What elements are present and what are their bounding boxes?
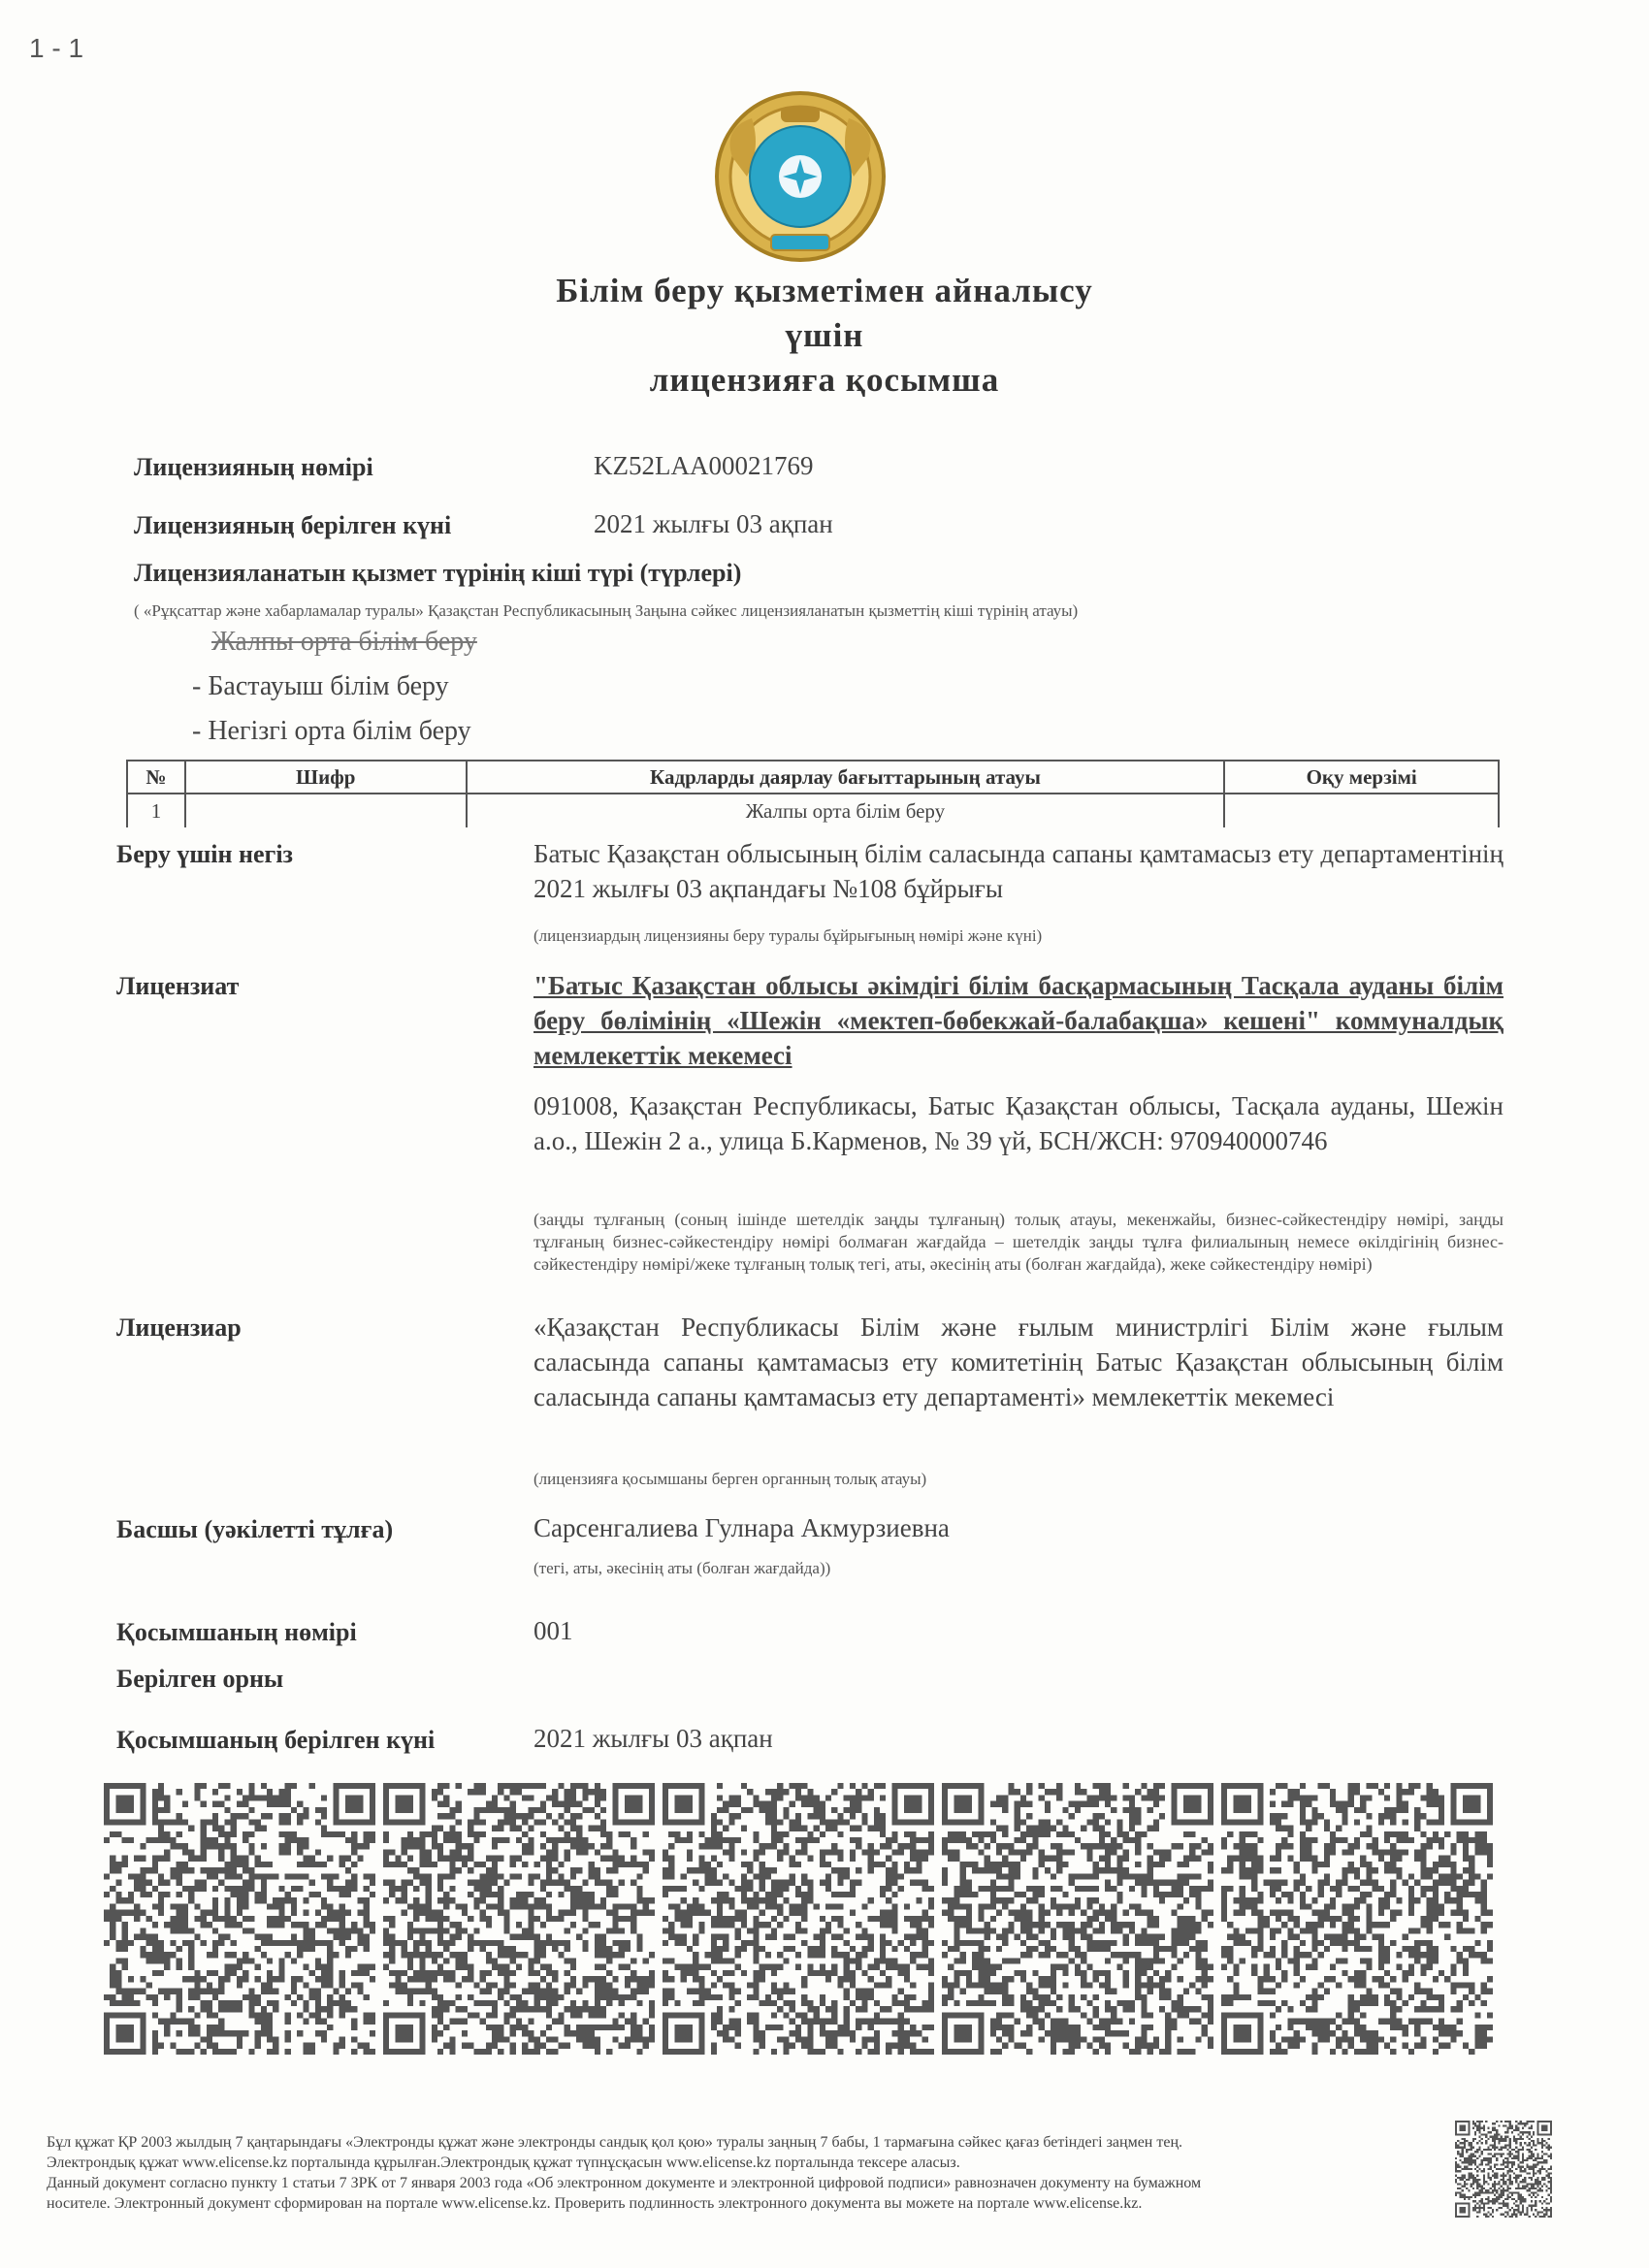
license-date-label: Лицензияның берілген күні bbox=[134, 511, 452, 539]
license-number-value: KZ52LAA00021769 bbox=[594, 451, 814, 480]
footer-line: носителе. Электронный документ сформирован на портале www.elicense.kz. Проверить подлинность электронного документа вы можете на портале www.elicense.kz. bbox=[47, 2195, 1143, 2212]
license-date-value: 2021 жылғы 03 ақпан bbox=[594, 509, 833, 538]
head-label: Басшы (уәкілетті тұлға) bbox=[116, 1515, 394, 1543]
basis-value: Батыс Қазақстан облысының білім саласында сапаны қамтамасыз ету департаментінің 2021 жылғы 03 ақпандағы №108 бұйрығы bbox=[534, 839, 1504, 903]
footer-text bbox=[47, 2132, 1434, 2214]
appendix-date-label: Қосымшаның берілген күні bbox=[116, 1726, 436, 1754]
license-subtype-label: Лицензияланатын қызмет түрінің кіші түрі (түрлері) bbox=[134, 559, 742, 587]
qr-code bbox=[663, 1783, 934, 2055]
table-header: Шифр bbox=[185, 761, 467, 794]
table-row bbox=[127, 794, 1499, 827]
subtype-item: - Негізгі орта білім беру bbox=[192, 716, 471, 746]
license-number-label: Лицензияның нөмірі bbox=[134, 453, 373, 481]
licensee-note: (заңды тұлғаның (соның ішінде шетелдік заңды тұлғаның) толық атауы, мекенжайы, бизнес-сәйкестендіру нөмірі, заңды тұлғаның бизнес-сәйкестендіру нөмірі болмаған жағдайда – шетелдік заңды тұлға филиалының немесе өкілдігінің бизнес-сәйкестендіру нөмірі/жеке тұлғаның толық тегі, аты, әкесінің аты (болған жағдайда), жеке сәйкестендіру нөмірі) bbox=[534, 1210, 1504, 1274]
qr-code bbox=[383, 1783, 655, 2055]
license-subtype-note: ( «Рұқсаттар және хабарламалар туралы» Қазақстан Республикасының Заңына сәйкес лицензияланатын қызметтің кіші түрінің атауы) bbox=[134, 601, 1079, 620]
appendix-date-value: 2021 жылғы 03 ақпан bbox=[534, 1724, 773, 1753]
page-number: 1 - 1 bbox=[29, 33, 84, 63]
table-cell: 1 bbox=[127, 794, 185, 827]
courses-table bbox=[126, 760, 1500, 827]
basis-label: Беру үшін негіз bbox=[116, 840, 293, 868]
table-header: № bbox=[127, 761, 185, 794]
head-note: (тегі, аты, әкесінің аты (болған жағдайда)) bbox=[534, 1559, 831, 1577]
title-line-2: үшін bbox=[785, 316, 864, 354]
table-cell bbox=[1224, 794, 1499, 827]
state-emblem bbox=[713, 89, 888, 264]
basis-note: (лицензиардың лицензияны беру туралы бұйрығының нөмірі және күні) bbox=[534, 926, 1043, 945]
qr-code bbox=[942, 1783, 1213, 2055]
appendix-number-value: 001 bbox=[534, 1616, 573, 1645]
subtype-item: Жалпы орта білім беру bbox=[211, 627, 477, 657]
table-cell bbox=[185, 794, 467, 827]
footer-qr-code bbox=[1455, 2121, 1552, 2218]
footer-line: Данный документ согласно пункту 1 статьи 7 ЗРК от 7 января 2003 года «Об электронном документе и электронной цифровой подписи» равнозначен документу на бумажном bbox=[47, 2175, 1202, 2191]
licensor-note: (лицензияға қосымшаны берген органның толық атауы) bbox=[534, 1470, 927, 1488]
table-header: Оқу мерзімі bbox=[1224, 761, 1499, 794]
subtype-item: - Бастауыш білім беру bbox=[192, 671, 449, 701]
footer-line: Бұл құжат ҚР 2003 жылдың 7 қаңтарындағы «Электронды құжат және электронды сандық қол қою» туралы заңның 7 бабы, 1 тармағына сәйкес қағаз бетіндегі заңмен тең. bbox=[47, 2134, 1183, 2151]
licensor-label: Лицензиар bbox=[116, 1313, 242, 1342]
licensee-label: Лицензиат bbox=[116, 972, 240, 1000]
title-line-3: лицензияға қосымша bbox=[649, 361, 1000, 399]
appendix-number-label: Қосымшаның нөмірі bbox=[116, 1618, 357, 1646]
table-cell: Жалпы орта білім беру bbox=[467, 794, 1225, 827]
table-header: Кадрларды даярлау бағыттарының атауы bbox=[467, 761, 1225, 794]
licensor-value: «Қазақстан Республикасы Білім және ғылым министрлігі Білім және ғылым саласында сапаны қамтамасыз ету комитетінің Батыс Қазақстан облысының білім саласында сапаны қамтамасыз ету департаменті» мемлекеттік мекемесі bbox=[534, 1312, 1504, 1411]
footer-line: Электрондық құжат www.elicense.kz порталында құрылған.Электрондық құжат түпнұсқасын www.elicense.kz порталында тексере аласыз. bbox=[47, 2155, 960, 2171]
qr-code bbox=[1221, 1783, 1493, 2055]
head-value: Сарсенгалиева Гулнара Акмурзиевна bbox=[534, 1513, 950, 1542]
qr-code bbox=[104, 1783, 375, 2055]
licensee-name: "Батыс Қазақстан облысы әкімдігі білім басқармасының Тасқала ауданы білім беру бөлімінің «Шежін «мектеп-бөбекжай-балабақша» кешені" коммуналдық мемлекеттік мекемесі bbox=[534, 971, 1504, 1070]
title-line-1: Білім беру қызметімен айналысу bbox=[556, 272, 1093, 309]
licensee-address: 091008, Қазақстан Республикасы, Батыс Қазақстан облысы, Тасқала ауданы, Шежін а.о., Шежін 2 а., улица Б.Карменов, № 39 үй, БСН/ЖСН: 970940000746 bbox=[534, 1091, 1504, 1155]
appendix-place-label: Берілген орны bbox=[116, 1665, 284, 1693]
